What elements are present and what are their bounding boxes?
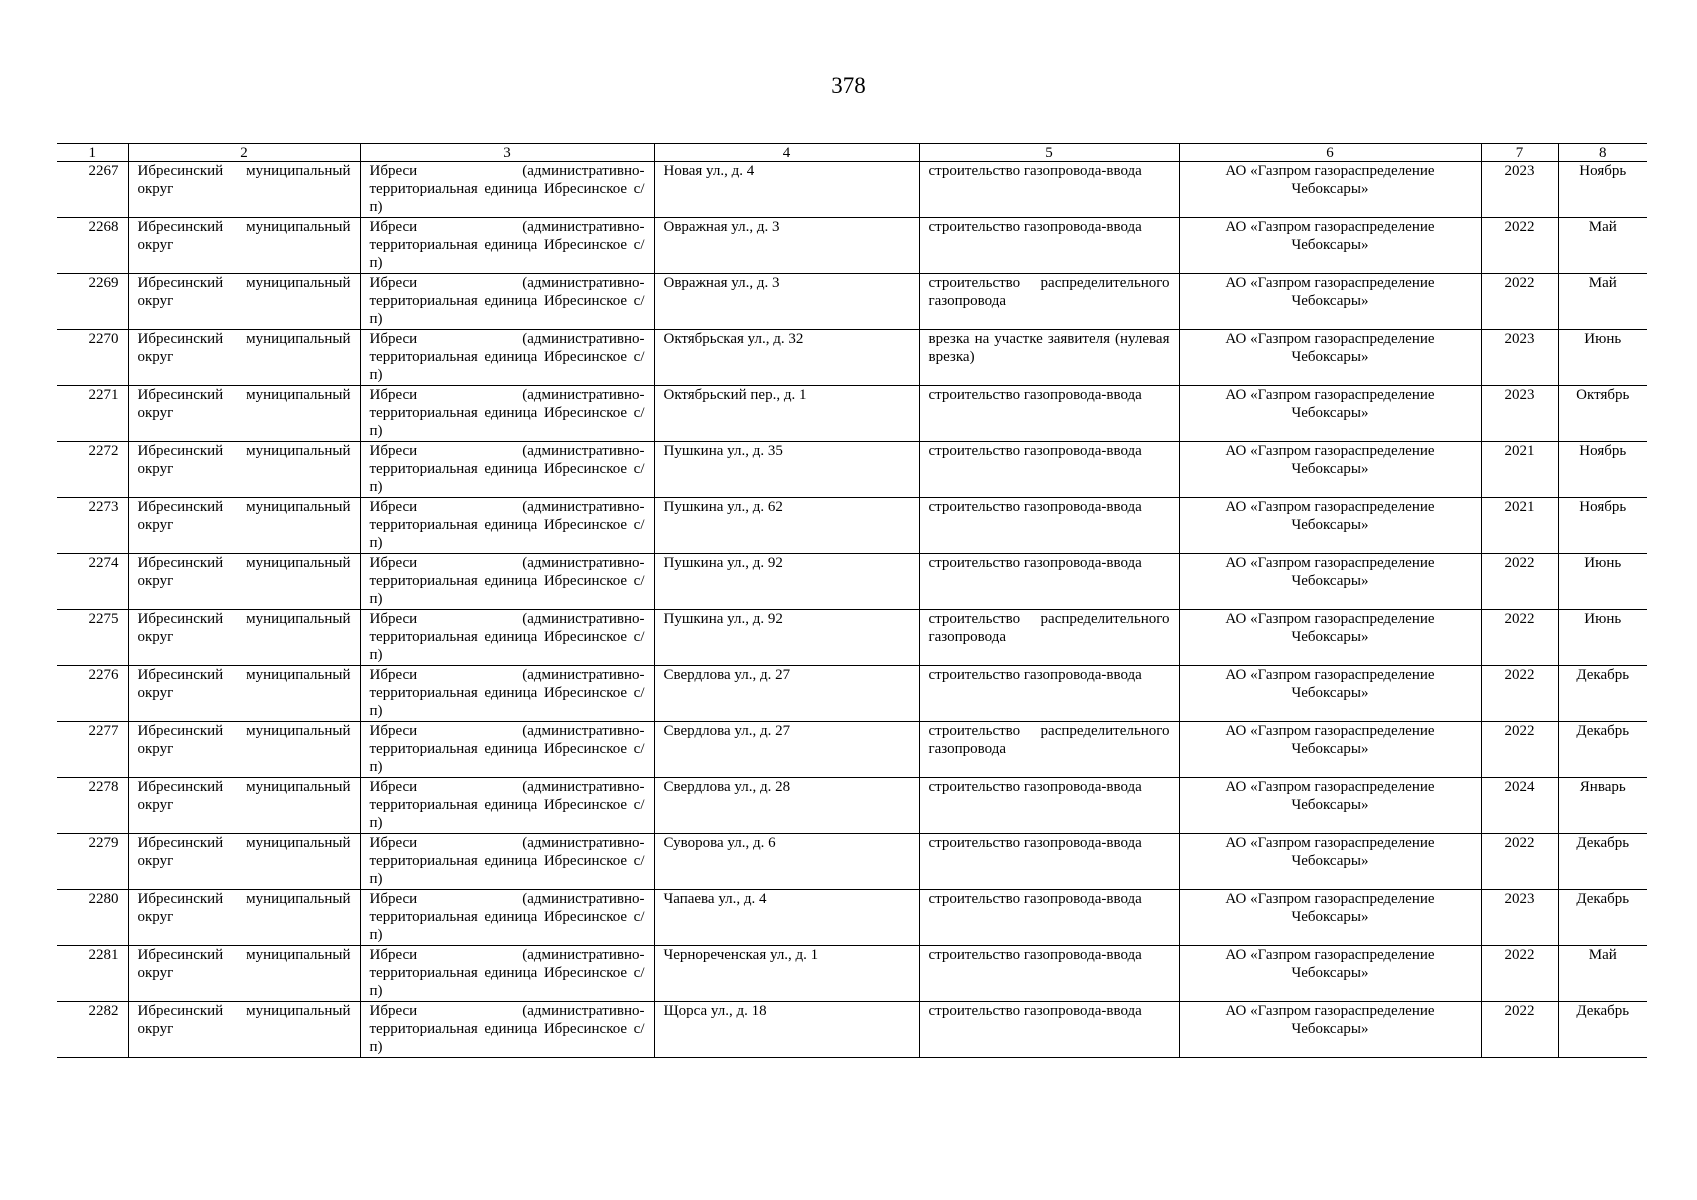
district-cell: Ибресинский муниципальный округ (128, 386, 360, 442)
column-header: 1 (57, 144, 128, 162)
year-cell: 2022 (1481, 722, 1558, 778)
organization-cell: АО «Газпром газораспределение Чебоксары» (1179, 946, 1481, 1002)
year-cell: 2024 (1481, 778, 1558, 834)
row-number-cell: 2274 (57, 554, 128, 610)
column-number-header (57, 144, 1647, 162)
month-cell: Октябрь (1558, 386, 1647, 442)
work-type-cell: строительство газопровода-ввода (919, 442, 1179, 498)
work-type-cell: строительство газопровода-ввода (919, 498, 1179, 554)
district-cell: Ибресинский муниципальный округ (128, 1002, 360, 1058)
district-cell: Ибресинский муниципальный округ (128, 442, 360, 498)
column-header: 2 (128, 144, 360, 162)
work-type-cell: строительство газопровода-ввода (919, 386, 1179, 442)
row-number-cell: 2279 (57, 834, 128, 890)
year-cell: 2022 (1481, 834, 1558, 890)
address-cell: Октябрьская ул., д. 32 (654, 330, 919, 386)
organization-cell: АО «Газпром газораспределение Чебоксары» (1179, 274, 1481, 330)
column-header: 8 (1558, 144, 1647, 162)
organization-cell: АО «Газпром газораспределение Чебоксары» (1179, 890, 1481, 946)
year-cell: 2022 (1481, 610, 1558, 666)
register-table (57, 143, 1647, 1058)
work-type-cell: строительство газопровода-ввода (919, 890, 1179, 946)
district-cell: Ибресинский муниципальный округ (128, 890, 360, 946)
organization-cell: АО «Газпром газораспределение Чебоксары» (1179, 834, 1481, 890)
year-cell: 2022 (1481, 218, 1558, 274)
district-cell: Ибресинский муниципальный округ (128, 554, 360, 610)
row-number-cell: 2281 (57, 946, 128, 1002)
address-cell: Пушкина ул., д. 92 (654, 554, 919, 610)
table-row (57, 1002, 1647, 1058)
address-cell: Овражная ул., д. 3 (654, 218, 919, 274)
month-cell: Декабрь (1558, 666, 1647, 722)
table-row (57, 218, 1647, 274)
year-cell: 2022 (1481, 666, 1558, 722)
settlement-cell: Ибреси (административно-территориальная единица Ибресинское с/п) (360, 218, 654, 274)
year-cell: 2023 (1481, 162, 1558, 218)
table-row (57, 610, 1647, 666)
organization-cell: АО «Газпром газораспределение Чебоксары» (1179, 610, 1481, 666)
district-cell: Ибресинский муниципальный округ (128, 610, 360, 666)
organization-cell: АО «Газпром газораспределение Чебоксары» (1179, 778, 1481, 834)
work-type-cell: строительство газопровода-ввода (919, 554, 1179, 610)
work-type-cell: строительство газопровода-ввода (919, 778, 1179, 834)
column-header: 3 (360, 144, 654, 162)
address-cell: Овражная ул., д. 3 (654, 274, 919, 330)
work-type-cell: строительство газопровода-ввода (919, 218, 1179, 274)
month-cell: Июнь (1558, 610, 1647, 666)
table-row (57, 386, 1647, 442)
month-cell: Декабрь (1558, 1002, 1647, 1058)
organization-cell: АО «Газпром газораспределение Чебоксары» (1179, 1002, 1481, 1058)
row-number-cell: 2268 (57, 218, 128, 274)
work-type-cell: строительство распределительного газопровода (919, 274, 1179, 330)
year-cell: 2022 (1481, 274, 1558, 330)
table-row (57, 162, 1647, 218)
work-type-cell: строительство газопровода-ввода (919, 162, 1179, 218)
table-row (57, 666, 1647, 722)
table-row (57, 498, 1647, 554)
column-header: 7 (1481, 144, 1558, 162)
settlement-cell: Ибреси (административно-территориальная единица Ибресинское с/п) (360, 834, 654, 890)
row-number-cell: 2280 (57, 890, 128, 946)
settlement-cell: Ибреси (административно-территориальная единица Ибресинское с/п) (360, 890, 654, 946)
work-type-cell: строительство газопровода-ввода (919, 834, 1179, 890)
table-row (57, 946, 1647, 1002)
table-row (57, 834, 1647, 890)
district-cell: Ибресинский муниципальный округ (128, 274, 360, 330)
year-cell: 2023 (1481, 330, 1558, 386)
month-cell: Декабрь (1558, 890, 1647, 946)
settlement-cell: Ибреси (административно-территориальная единица Ибресинское с/п) (360, 946, 654, 1002)
district-cell: Ибресинский муниципальный округ (128, 946, 360, 1002)
column-header: 5 (919, 144, 1179, 162)
organization-cell: АО «Газпром газораспределение Чебоксары» (1179, 498, 1481, 554)
row-number-cell: 2272 (57, 442, 128, 498)
settlement-cell: Ибреси (административно-территориальная единица Ибресинское с/п) (360, 442, 654, 498)
table-row (57, 274, 1647, 330)
organization-cell: АО «Газпром газораспределение Чебоксары» (1179, 218, 1481, 274)
table-row (57, 330, 1647, 386)
district-cell: Ибресинский муниципальный округ (128, 162, 360, 218)
row-number-cell: 2282 (57, 1002, 128, 1058)
month-cell: Май (1558, 218, 1647, 274)
settlement-cell: Ибреси (административно-территориальная единица Ибресинское с/п) (360, 386, 654, 442)
column-header: 4 (654, 144, 919, 162)
settlement-cell: Ибреси (административно-территориальная единица Ибресинское с/п) (360, 610, 654, 666)
address-cell: Чернореченская ул., д. 1 (654, 946, 919, 1002)
work-type-cell: врезка на участке заявителя (нулевая врезка) (919, 330, 1179, 386)
work-type-cell: строительство газопровода-ввода (919, 1002, 1179, 1058)
settlement-cell: Ибреси (административно-территориальная единица Ибресинское с/п) (360, 778, 654, 834)
work-type-cell: строительство газопровода-ввода (919, 666, 1179, 722)
address-cell: Свердлова ул., д. 27 (654, 666, 919, 722)
month-cell: Январь (1558, 778, 1647, 834)
settlement-cell: Ибреси (административно-территориальная единица Ибресинское с/п) (360, 1002, 654, 1058)
table-row (57, 722, 1647, 778)
work-type-cell: строительство распределительного газопровода (919, 610, 1179, 666)
organization-cell: АО «Газпром газораспределение Чебоксары» (1179, 386, 1481, 442)
month-cell: Май (1558, 946, 1647, 1002)
row-number-cell: 2275 (57, 610, 128, 666)
page-number: 378 (831, 73, 866, 98)
organization-cell: АО «Газпром газораспределение Чебоксары» (1179, 554, 1481, 610)
month-cell: Июнь (1558, 554, 1647, 610)
address-cell: Суворова ул., д. 6 (654, 834, 919, 890)
month-cell: Ноябрь (1558, 162, 1647, 218)
district-cell: Ибресинский муниципальный округ (128, 498, 360, 554)
district-cell: Ибресинский муниципальный округ (128, 218, 360, 274)
address-cell: Пушкина ул., д. 35 (654, 442, 919, 498)
month-cell: Декабрь (1558, 722, 1647, 778)
settlement-cell: Ибреси (административно-территориальная единица Ибресинское с/п) (360, 666, 654, 722)
row-number-cell: 2270 (57, 330, 128, 386)
month-cell: Ноябрь (1558, 498, 1647, 554)
district-cell: Ибресинский муниципальный округ (128, 834, 360, 890)
district-cell: Ибресинский муниципальный округ (128, 722, 360, 778)
year-cell: 2021 (1481, 442, 1558, 498)
district-cell: Ибресинский муниципальный округ (128, 778, 360, 834)
month-cell: Июнь (1558, 330, 1647, 386)
settlement-cell: Ибреси (административно-территориальная единица Ибресинское с/п) (360, 162, 654, 218)
address-cell: Свердлова ул., д. 28 (654, 778, 919, 834)
district-cell: Ибресинский муниципальный округ (128, 330, 360, 386)
row-number-cell: 2267 (57, 162, 128, 218)
address-cell: Октябрьский пер., д. 1 (654, 386, 919, 442)
year-cell: 2023 (1481, 386, 1558, 442)
address-cell: Пушкина ул., д. 62 (654, 498, 919, 554)
organization-cell: АО «Газпром газораспределение Чебоксары» (1179, 442, 1481, 498)
row-number-cell: 2276 (57, 666, 128, 722)
settlement-cell: Ибреси (административно-территориальная единица Ибресинское с/п) (360, 330, 654, 386)
address-cell: Свердлова ул., д. 27 (654, 722, 919, 778)
settlement-cell: Ибреси (административно-территориальная единица Ибресинское с/п) (360, 498, 654, 554)
organization-cell: АО «Газпром газораспределение Чебоксары» (1179, 722, 1481, 778)
year-cell: 2022 (1481, 946, 1558, 1002)
address-cell: Чапаева ул., д. 4 (654, 890, 919, 946)
organization-cell: АО «Газпром газораспределение Чебоксары» (1179, 666, 1481, 722)
row-number-cell: 2278 (57, 778, 128, 834)
month-cell: Май (1558, 274, 1647, 330)
row-number-cell: 2269 (57, 274, 128, 330)
row-number-cell: 2273 (57, 498, 128, 554)
address-cell: Щорса ул., д. 18 (654, 1002, 919, 1058)
year-cell: 2022 (1481, 554, 1558, 610)
row-number-cell: 2271 (57, 386, 128, 442)
address-cell: Новая ул., д. 4 (654, 162, 919, 218)
month-cell: Ноябрь (1558, 442, 1647, 498)
table-row (57, 890, 1647, 946)
table-row (57, 554, 1647, 610)
organization-cell: АО «Газпром газораспределение Чебоксары» (1179, 162, 1481, 218)
table-row (57, 442, 1647, 498)
settlement-cell: Ибреси (административно-территориальная единица Ибресинское с/п) (360, 274, 654, 330)
district-cell: Ибресинский муниципальный округ (128, 666, 360, 722)
organization-cell: АО «Газпром газораспределение Чебоксары» (1179, 330, 1481, 386)
address-cell: Пушкина ул., д. 92 (654, 610, 919, 666)
work-type-cell: строительство газопровода-ввода (919, 946, 1179, 1002)
settlement-cell: Ибреси (административно-территориальная единица Ибресинское с/п) (360, 722, 654, 778)
work-type-cell: строительство распределительного газопровода (919, 722, 1179, 778)
table-row (57, 778, 1647, 834)
year-cell: 2023 (1481, 890, 1558, 946)
row-number-cell: 2277 (57, 722, 128, 778)
month-cell: Декабрь (1558, 834, 1647, 890)
year-cell: 2022 (1481, 1002, 1558, 1058)
settlement-cell: Ибреси (административно-территориальная единица Ибресинское с/п) (360, 554, 654, 610)
column-header: 6 (1179, 144, 1481, 162)
year-cell: 2021 (1481, 498, 1558, 554)
